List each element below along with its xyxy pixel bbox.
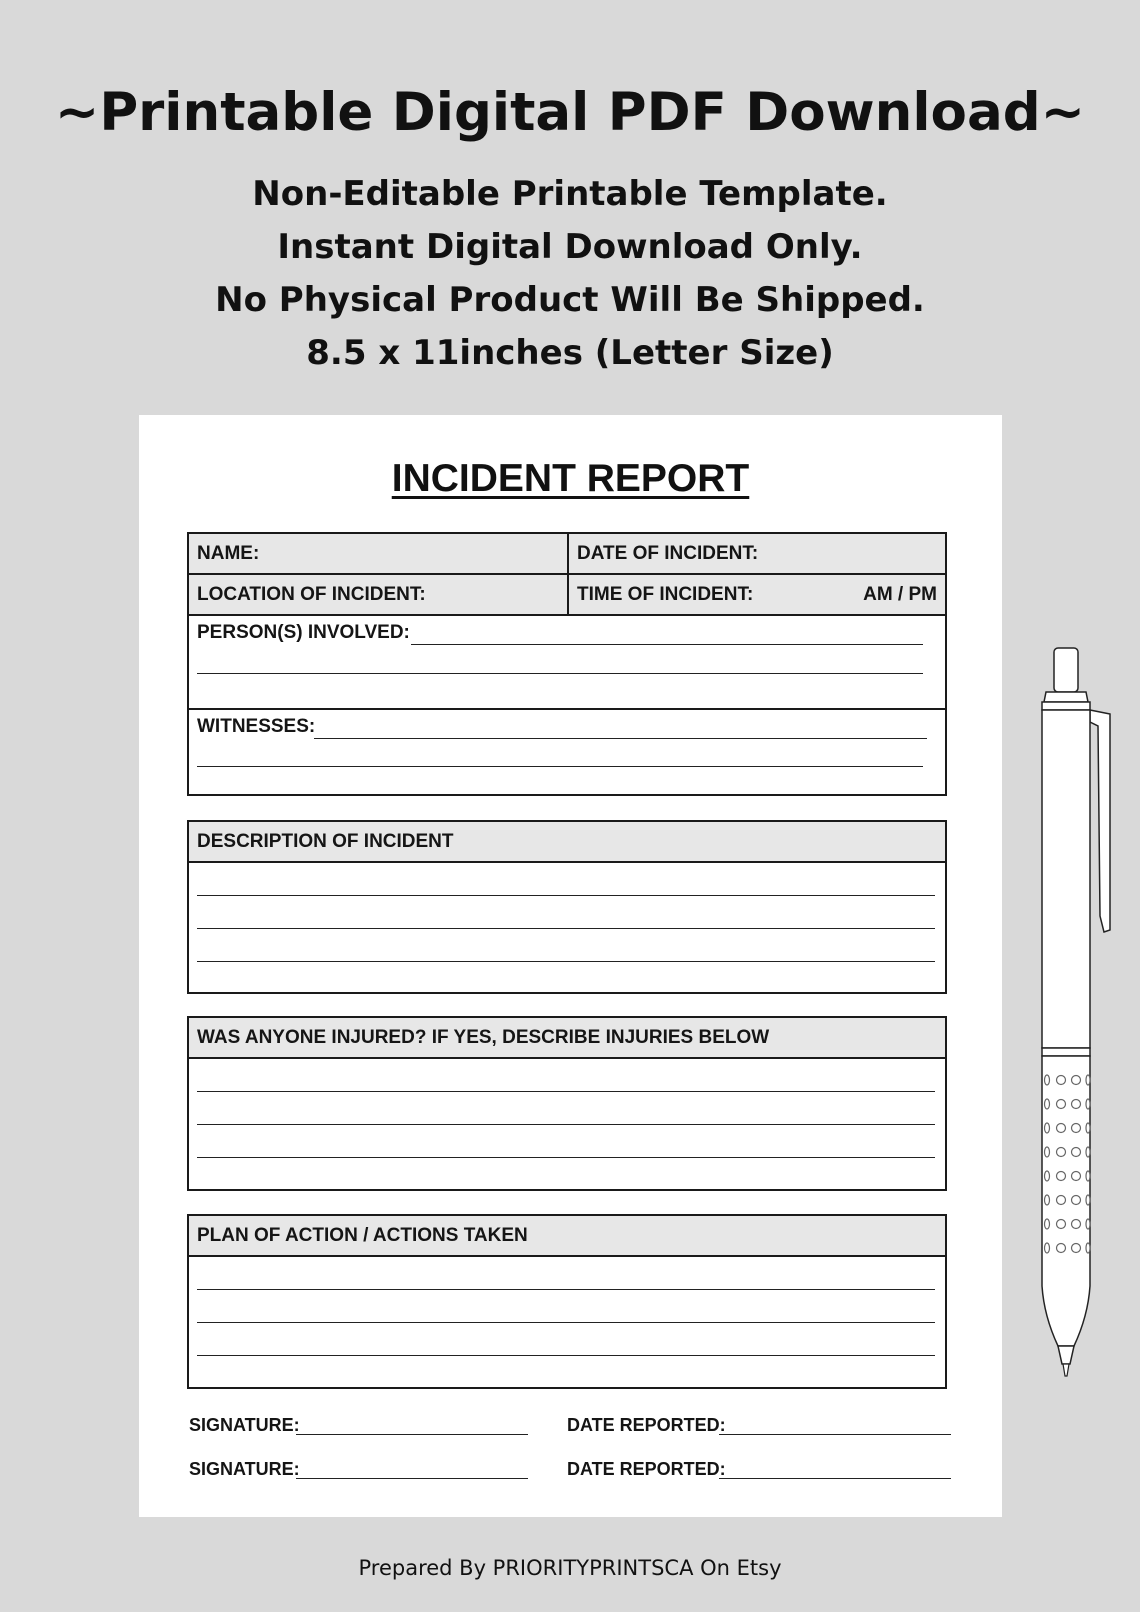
date-reported-label-1: DATE REPORTED:	[567, 1415, 726, 1435]
subline-instant-download: Instant Digital Download Only.	[277, 227, 863, 267]
plan-of-action-header	[189, 1216, 945, 1257]
injuries-header	[189, 1018, 945, 1059]
time-of-incident-cell	[569, 575, 945, 616]
plan-of-action-label: PLAN OF ACTION / ACTIONS TAKEN	[197, 1224, 528, 1246]
plan-line-1	[197, 1289, 935, 1290]
signature-line-2	[296, 1478, 528, 1479]
subline-no-physical: No Physical Product Will Be Shipped.	[215, 280, 925, 320]
date-reported-label-2: DATE REPORTED:	[567, 1459, 726, 1479]
location-cell	[189, 575, 569, 616]
incident-report-sheet	[139, 415, 1002, 1517]
plan-line-3	[197, 1355, 935, 1356]
injuries-line-1	[197, 1091, 935, 1092]
name-label: NAME:	[197, 542, 260, 564]
ampm-label: AM / PM	[863, 583, 937, 605]
persons-line-1	[411, 644, 923, 645]
persons-involved-label: PERSON(S) INVOLVED:	[197, 622, 410, 643]
witnesses-line-1	[314, 738, 927, 739]
location-label: LOCATION OF INCIDENT:	[197, 583, 426, 605]
description-box	[187, 820, 947, 994]
footer-credit: Prepared By PRIORITYPRINTSCA On Etsy	[358, 1556, 782, 1580]
name-cell	[189, 534, 569, 575]
injuries-label: WAS ANYONE INJURED? IF YES, DESCRIBE INJURIES BELOW	[197, 1026, 770, 1048]
info-box	[187, 532, 947, 796]
description-label: DESCRIPTION OF INCIDENT	[197, 830, 454, 852]
signature-label-1: SIGNATURE:	[189, 1415, 300, 1435]
plan-line-2	[197, 1322, 935, 1323]
description-header	[189, 822, 945, 863]
date-of-incident-label: DATE OF INCIDENT:	[577, 542, 759, 564]
report-title: INCIDENT REPORT	[391, 457, 750, 500]
plan-of-action-box	[187, 1214, 947, 1389]
date-of-incident-cell	[569, 534, 945, 575]
page-headline: ~Printable Digital PDF Download~	[54, 82, 1086, 143]
description-line-1	[197, 895, 935, 896]
persons-line-2	[197, 673, 923, 674]
signature-line-1	[296, 1434, 528, 1435]
injuries-box	[187, 1016, 947, 1191]
date-reported-line-2	[719, 1478, 951, 1479]
injuries-line-3	[197, 1157, 935, 1158]
time-label: TIME OF INCIDENT:	[577, 583, 754, 605]
witnesses-label: WITNESSES:	[197, 716, 316, 737]
injuries-line-2	[197, 1124, 935, 1125]
description-line-2	[197, 928, 935, 929]
date-reported-line-1	[719, 1434, 951, 1435]
pen-icon	[1038, 646, 1114, 1380]
subline-letter-size: 8.5 x 11inches (Letter Size)	[306, 333, 834, 373]
witnesses-line-2	[197, 766, 923, 767]
description-line-3	[197, 961, 935, 962]
signature-label-2: SIGNATURE:	[189, 1459, 300, 1479]
subline-non-editable: Non-Editable Printable Template.	[252, 174, 888, 214]
persons-divider	[189, 708, 945, 710]
